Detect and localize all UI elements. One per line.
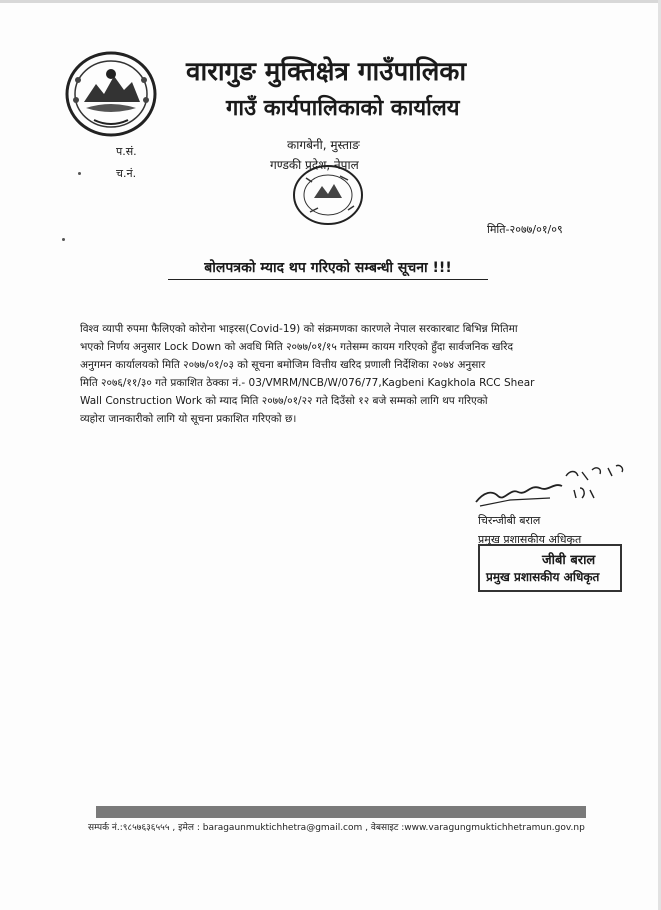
body-line: अनुगमन कार्यालयको मिति २०७७/०१/०३ को सूचना बमोजिम वित्तीय खरिद प्रणाली निर्देशिका २०७४ अनुसार bbox=[80, 359, 486, 371]
scan-speck bbox=[62, 238, 65, 241]
scan-speck bbox=[78, 172, 81, 175]
notice-subject-text: बोलपत्रको म्याद थप गरिएको सम्बन्धी सूचना !!! bbox=[204, 260, 452, 276]
address-line-2: गण्डकी प्रदेश, नेपाल bbox=[270, 158, 359, 172]
office-title: गाउँ कार्यपालिकाको कार्यालय bbox=[226, 96, 460, 121]
body-line: भएको निर्णय अनुसार Lock Down को अवधि मिति २०७७/०१/१५ गतेसम्म कायम गरिएको हुँदा सार्वजनिक खरिद bbox=[80, 341, 514, 353]
subject-underline bbox=[168, 279, 488, 280]
notice-date: मिति-२०७७/०१/०९ bbox=[487, 223, 563, 236]
body-line: व्यहोरा जानकारीको लागि यो सूचना प्रकाशित गरिएको छ। bbox=[80, 413, 297, 425]
scan-edge bbox=[0, 0, 661, 3]
stamp-name: जीबी बराल bbox=[542, 553, 596, 568]
body-line: मिति २०७६/११/३० गते प्रकाशित ठेक्का नं.- 03/VMRM/NCB/W/076/77,Kagbeni Kagkhola RCC Shear bbox=[80, 377, 535, 389]
body-line: Wall Construction Work को म्याद मिति २०७७/०१/२२ गते दिउँसो १२ बजे सम्मको लागि थप गरिएको bbox=[80, 395, 488, 407]
stamp-title: प्रमुख प्रशासकीय अधिकृत bbox=[486, 570, 600, 584]
round-office-seal-icon bbox=[290, 162, 366, 228]
name-stamp bbox=[478, 544, 622, 592]
signatory-name: चिरन्जीबी बराल bbox=[478, 514, 541, 527]
notice-body bbox=[80, 320, 600, 428]
signatory-title: प्रमुख प्रशासकीय अधिकृत bbox=[478, 533, 582, 546]
body-line: विश्व व्यापी रुपमा फैलिएको कोरोना भाइरस(Covid-19) को संक्रमणका कारणले नेपाल सरकारबाट बिभिन्न मितिमा bbox=[80, 323, 518, 335]
notice-subject bbox=[168, 256, 488, 280]
reference-number-label: प.सं. bbox=[116, 145, 137, 158]
footer-divider bbox=[96, 806, 586, 818]
organization-title: वारागुङ मुक्तिक्षेत्र गाउँपालिका bbox=[186, 57, 467, 87]
dispatch-number-label: च.नं. bbox=[116, 167, 137, 180]
footer-contact: सम्पर्क नं.:९८५७६३६५५५ , इमेल : baragaunmuktichhetra@gmail.com , वेबसाइट :www.varagungmuktichhetramun.gov.np bbox=[88, 823, 585, 833]
address-line-1: कागबेनी, मुस्ताङ bbox=[287, 138, 360, 152]
nepal-government-emblem-icon bbox=[64, 50, 158, 138]
